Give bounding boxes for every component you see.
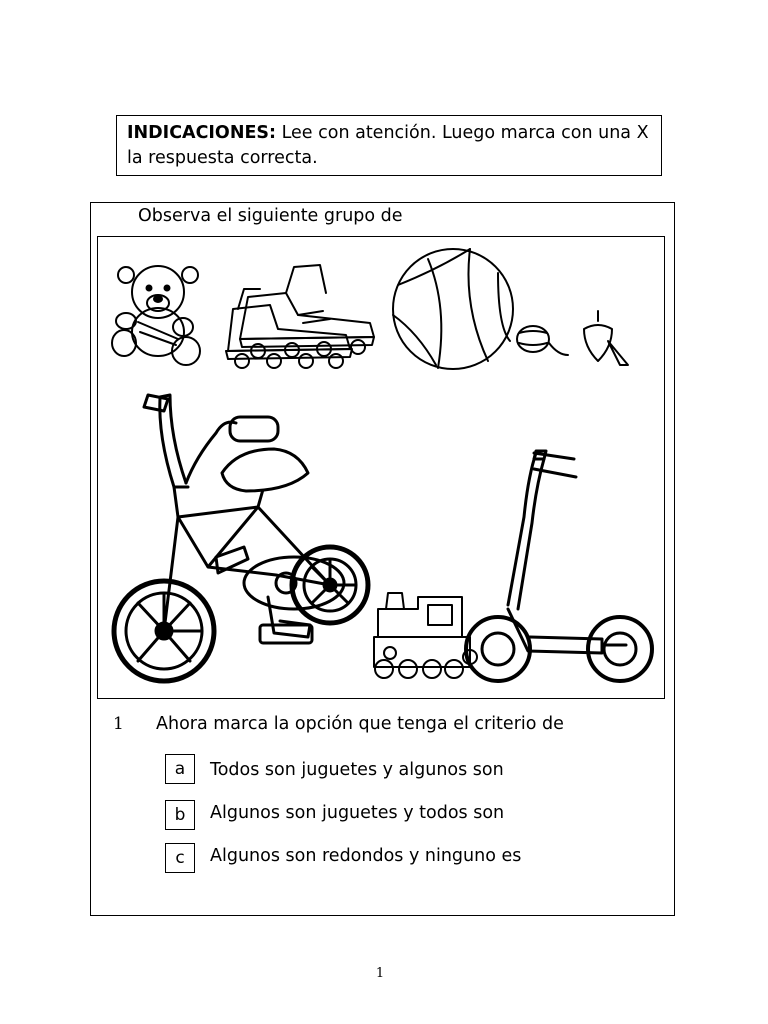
instructions-box (116, 115, 662, 176)
option-c-checkbox[interactable]: c (165, 843, 195, 873)
scooter-icon (466, 451, 652, 681)
spinning-top-icon (584, 311, 628, 365)
option-c-text: Algunos son redondos y ninguno es (210, 846, 522, 866)
option-a-checkbox[interactable]: a (165, 754, 195, 784)
toys-image-box (97, 236, 665, 699)
page-number: 1 (375, 966, 385, 981)
bicycle-icon (114, 395, 368, 681)
teddy-bear-icon (112, 266, 200, 365)
question-intro: Observa el siguiente grupo de (138, 206, 403, 226)
roller-skates-icon (226, 265, 374, 368)
option-a-text: Todos son juguetes y algunos son (210, 760, 504, 780)
yoyo-icon (517, 326, 568, 355)
option-b-text: Algunos son juguetes y todos son (210, 803, 505, 823)
question-number: 1 (113, 714, 124, 734)
beach-ball-icon (393, 249, 513, 369)
toy-train-icon (374, 593, 477, 678)
instructions-text: Lee con atención. Luego marca con una X la respuesta correcta. (127, 123, 649, 168)
instructions-label: INDICACIONES: (127, 123, 277, 143)
question-prompt: Ahora marca la opción que tenga el criterio de (156, 714, 564, 734)
option-b-checkbox[interactable]: b (165, 800, 195, 830)
